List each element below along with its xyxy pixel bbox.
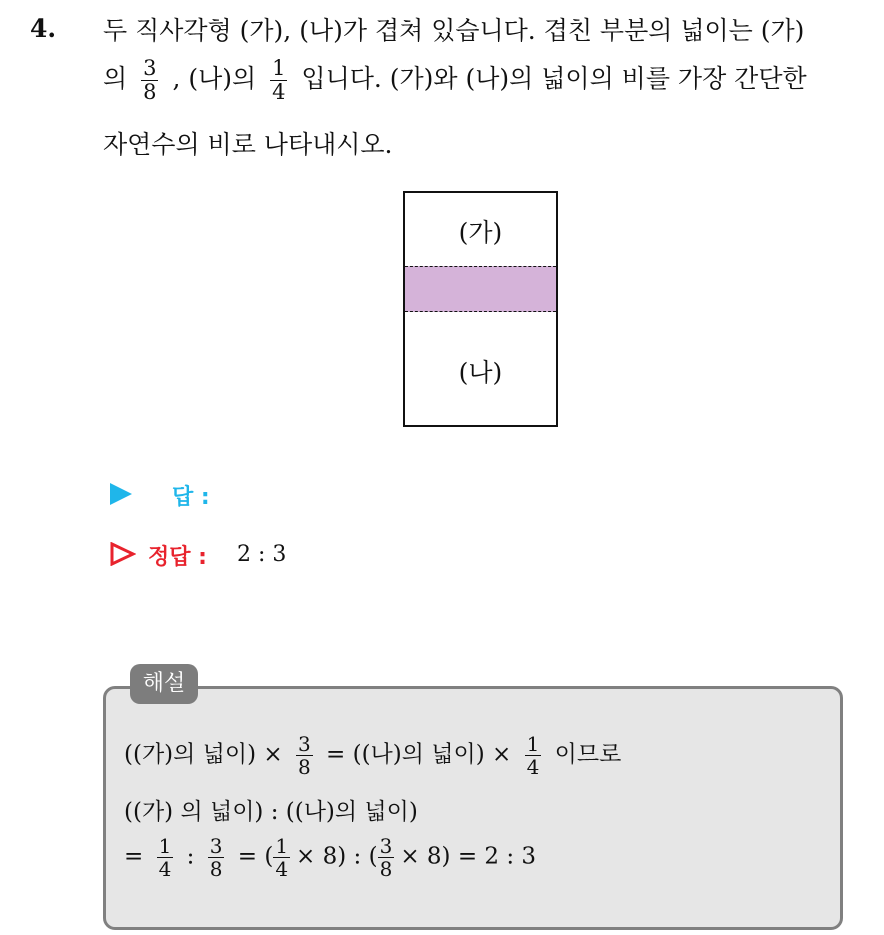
fraction-numerator: 3 xyxy=(143,56,157,80)
solution-text: = ( xyxy=(237,843,274,870)
fraction-numerator: 3 xyxy=(209,834,223,858)
fraction-three-eighths xyxy=(141,58,158,103)
fraction-denominator: 4 xyxy=(272,80,286,104)
fraction xyxy=(157,836,174,879)
solution-text: × 8) : ( xyxy=(296,843,378,870)
play-triangle-icon xyxy=(110,483,132,505)
question-line-1: 두 직사각형 (가), (나)가 겹쳐 있습니다. 겹친 부분의 넓이는 (가) xyxy=(103,16,805,45)
question-line-2 xyxy=(103,58,863,103)
question-text: 의 xyxy=(103,64,128,93)
outline-triangle-icon xyxy=(110,542,136,566)
overlapping-rectangles-figure xyxy=(403,191,558,427)
correct-answer-value: 2 : 3 xyxy=(237,542,287,567)
fraction-numerator: 1 xyxy=(272,56,286,80)
fraction-numerator: 3 xyxy=(379,834,393,858)
solution-text: ((가)의 넓이) × xyxy=(124,741,283,768)
solution-line-1 xyxy=(124,734,621,777)
solution-tag: 해설 xyxy=(130,664,198,704)
solution-text: = ((나)의 넓이) × xyxy=(326,741,512,768)
solution-line-2: ((가) 의 넓이) : ((나)의 넓이) xyxy=(124,799,418,825)
fraction-denominator: 8 xyxy=(379,857,393,881)
fraction-denominator: 4 xyxy=(526,755,540,779)
fraction xyxy=(525,734,542,777)
answer-label: 답 : xyxy=(172,485,210,510)
fraction xyxy=(208,836,225,879)
fraction-denominator: 4 xyxy=(275,857,289,881)
fraction-one-quarter xyxy=(270,58,287,103)
fraction-numerator: 1 xyxy=(275,834,289,858)
fraction-numerator: 1 xyxy=(526,732,540,756)
fraction xyxy=(378,836,395,879)
fraction xyxy=(296,734,313,777)
question-number: 4. xyxy=(30,14,57,43)
question-text: , (나)의 xyxy=(172,64,257,93)
fraction-numerator: 1 xyxy=(158,834,172,858)
rectangle-na-label: (나) xyxy=(458,358,503,387)
solution-text: : xyxy=(186,843,195,870)
solution-text: = xyxy=(124,843,144,870)
rectangle-ga-label: (가) xyxy=(458,218,503,247)
solution-text: 이므로 xyxy=(554,741,622,768)
fraction-denominator: 4 xyxy=(158,857,172,881)
question-text: 입니다. (가)와 (나)의 넓이의 비를 가장 간단한 xyxy=(301,64,807,93)
overlap-region xyxy=(405,266,556,312)
fraction-denominator: 8 xyxy=(143,80,157,104)
solution-line-3 xyxy=(124,836,536,879)
correct-answer-label: 정답 : xyxy=(148,545,207,570)
fraction xyxy=(273,836,290,879)
solution-text: × 8) = 2 : 3 xyxy=(400,843,537,870)
fraction-denominator: 8 xyxy=(209,857,223,881)
question-line-3: 자연수의 비로 나타내시오. xyxy=(103,130,393,159)
fraction-denominator: 8 xyxy=(297,755,311,779)
fraction-numerator: 3 xyxy=(297,732,311,756)
